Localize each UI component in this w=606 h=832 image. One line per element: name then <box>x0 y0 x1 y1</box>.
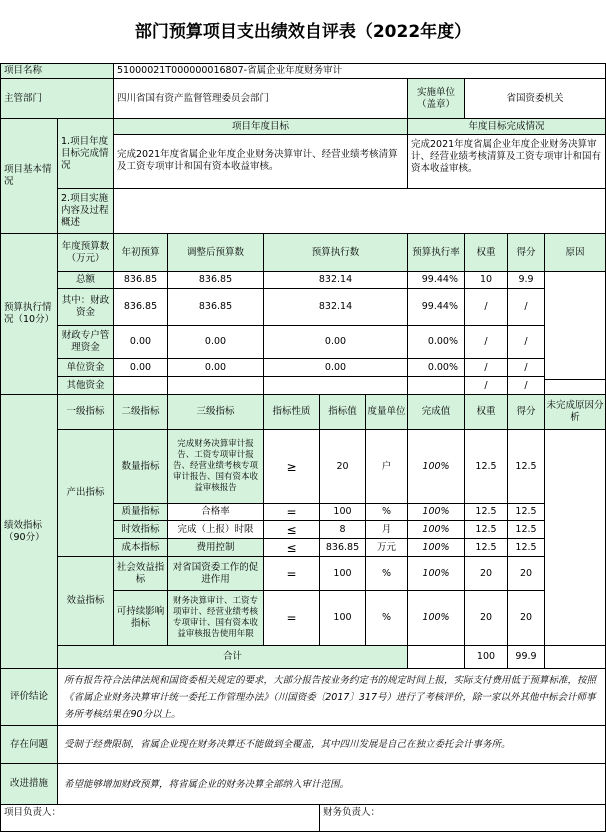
budget-header-adjusted: 调整后预算数 <box>168 234 264 272</box>
process-content <box>114 189 606 234</box>
budget-header-initial: 年初预算 <box>114 234 168 272</box>
budget-row-initial: 836.85 <box>114 289 168 326</box>
budget-row-name: 总额 <box>58 272 114 289</box>
perf-row-unit: % <box>366 591 408 646</box>
perf-row-unit: 户 <box>366 430 408 504</box>
perf-row-nature: = <box>264 504 320 521</box>
process-label: 2.项目实施内容及过程概述 <box>58 189 114 234</box>
budget-row-rate: 0.00% <box>408 326 465 359</box>
perf-row-done: 100% <box>408 504 465 521</box>
budget-row-weight: / <box>465 377 508 395</box>
dept-label: 主管部门 <box>1 79 114 119</box>
conclusion-label: 评价结论 <box>1 669 58 726</box>
perf-row-score: 12.5 <box>508 521 545 539</box>
evaluation-table <box>0 63 606 832</box>
perf-total-reason <box>545 646 606 669</box>
conclusion-text: 所有报告符合法律法规和国资委相关规定的要求，大部分报告按业务约定书的规定时间上报，实际支付费用低于预算标准，按照《省属企业财务决算审计统一委托工作管理办法》（川国资委〔2017〕317号）进行了考核评价，除一家以外其他中标会计师事务所考核结果在90分以上。 <box>58 669 606 726</box>
footer-project-lead: 项目负责人： <box>1 805 320 832</box>
measures-text: 希望能够增加财政预算，将省属企业的财务决算全部纳入审计范围。 <box>58 764 606 805</box>
dept-value: 四川省国有资产监督管理委员会部门 <box>114 79 408 119</box>
budget-row-adjusted: 836.85 <box>168 289 264 326</box>
budget-row-name: 其他资金 <box>58 377 114 395</box>
perf-row-score: 20 <box>508 591 545 646</box>
perf-header-nature: 指标性质 <box>264 395 320 430</box>
budget-row-score: 9.9 <box>508 272 545 289</box>
perf-total-label: 合计 <box>58 646 408 669</box>
budget-reason-tail <box>545 380 606 395</box>
budget-row-score: / <box>508 359 545 377</box>
perf-row-l2: 数量指标 <box>114 430 168 504</box>
perf-row-l3: 对省国资委工作的促进作用 <box>168 557 264 591</box>
impl-label: 实施单位（盖章） <box>408 79 465 119</box>
perf-row-l3: 完成（上报）时限 <box>168 521 264 539</box>
perf-header-l2: 二级指标 <box>114 395 168 430</box>
problems-text: 受制于经费限制，省属企业现在财务决算还不能做到全覆盖，其中四川发展是自己在独立委托会计事务所。 <box>58 726 606 764</box>
perf-header-weight: 权重 <box>465 395 508 430</box>
budget-row-executed: 0.00 <box>264 326 408 359</box>
impl-value: 省国资委机关 <box>465 79 606 119</box>
budget-row-initial <box>114 377 168 395</box>
perf-header-l3: 三级指标 <box>168 395 264 430</box>
perf-row-l3: 费用控制 <box>168 539 264 557</box>
perf-row-done: 100% <box>408 591 465 646</box>
perf-row-nature: = <box>264 557 320 591</box>
basic-info-label: 项目基本情况 <box>1 119 58 234</box>
page-title: 部门预算项目支出绩效自评表（2022年度） <box>134 22 472 42</box>
perf-row-l3: 合格率 <box>168 504 264 521</box>
budget-row-name: 单位资金 <box>58 359 114 377</box>
perf-header-reason: 未完成原因分析 <box>545 395 606 430</box>
perf-row-done: 100% <box>408 539 465 557</box>
problems-label: 存在问题 <box>1 726 58 764</box>
perf-row-weight: 20 <box>465 557 508 591</box>
perf-row-l2: 可持续影响指标 <box>114 591 168 646</box>
perf-row-weight: 12.5 <box>465 430 508 504</box>
done-col-header: 年度目标完成情况 <box>408 119 606 135</box>
budget-reason-cell <box>545 272 606 380</box>
budget-header-year: 年度预算数（万元） <box>58 234 114 272</box>
perf-row-value: 100 <box>320 591 366 646</box>
perf-row-l2: 社会效益指标 <box>114 557 168 591</box>
footer-finance-lead: 财务负责人： <box>320 805 606 832</box>
perf-header-score: 得分 <box>508 395 545 430</box>
perf-row-nature: ≤ <box>264 521 320 539</box>
budget-row-weight: / <box>465 289 508 326</box>
perf-row-score: 12.5 <box>508 430 545 504</box>
budget-row-adjusted: 836.85 <box>168 272 264 289</box>
perf-row-unit: % <box>366 557 408 591</box>
perf-row-l3: 财务决算审计、工资专项审计、经营业绩考核专项审计、国有资本收益审核报告使用年限 <box>168 591 264 646</box>
perf-row-nature: ≤ <box>264 539 320 557</box>
budget-row-executed: 832.14 <box>264 272 408 289</box>
perf-row-value: 20 <box>320 430 366 504</box>
budget-row-weight: 10 <box>465 272 508 289</box>
budget-row-name: 财政专户管理资金 <box>58 326 114 359</box>
perf-row-done: 100% <box>408 557 465 591</box>
budget-row-executed: 0.00 <box>264 359 408 377</box>
perf-row-nature: = <box>264 591 320 646</box>
perf-row-done: 100% <box>408 521 465 539</box>
measures-label: 改进措施 <box>1 764 58 805</box>
perf-row-unit: % <box>366 504 408 521</box>
perf-total-score: 99.9 <box>508 646 545 669</box>
budget-row-name: 其中：财政资金 <box>58 289 114 326</box>
budget-row-initial: 0.00 <box>114 359 168 377</box>
budget-row-adjusted: 0.00 <box>168 359 264 377</box>
budget-row-weight: / <box>465 359 508 377</box>
perf-reason-cell <box>545 430 606 646</box>
budget-label: 预算执行情况（10分） <box>1 234 58 395</box>
budget-row-rate: 99.44% <box>408 272 465 289</box>
perf-l1-output: 产出指标 <box>58 430 114 557</box>
perf-row-unit: 月 <box>366 521 408 539</box>
perf-row-score: 20 <box>508 557 545 591</box>
perf-header-l1: 一级指标 <box>58 395 114 430</box>
budget-row-rate: 99.44% <box>408 289 465 326</box>
budget-row-initial: 836.85 <box>114 272 168 289</box>
perf-total-weight: 100 <box>465 646 508 669</box>
goal-text: 完成2021年度省属企业年度企业财务决算审计、经营业绩考核清算及工资专项审计和国有资本收益审核。 <box>114 135 408 189</box>
budget-header-reason: 原因 <box>545 234 606 272</box>
perf-row-value: 8 <box>320 521 366 539</box>
perf-row-weight: 20 <box>465 591 508 646</box>
budget-header-score: 得分 <box>508 234 545 272</box>
perf-row-score: 12.5 <box>508 539 545 557</box>
budget-row-rate <box>408 377 465 395</box>
budget-row-rate: 0.00% <box>408 359 465 377</box>
perf-row-weight: 12.5 <box>465 539 508 557</box>
budget-row-initial: 0.00 <box>114 326 168 359</box>
done-text: 完成2021年度省属企业年度企业财务决算审计、经营业绩考核清算及工资专项审计和国有资本收益审核。 <box>408 135 606 189</box>
perf-row-weight: 12.5 <box>465 504 508 521</box>
perf-row-l2: 成本指标 <box>114 539 168 557</box>
perf-row-weight: 12.5 <box>465 521 508 539</box>
budget-row-score: / <box>508 377 545 395</box>
perf-label: 绩效指标（90分） <box>1 395 58 669</box>
budget-row-executed <box>264 377 408 395</box>
perf-row-value: 100 <box>320 504 366 521</box>
budget-row-score: / <box>508 289 545 326</box>
perf-l1-benefit: 效益指标 <box>58 557 114 646</box>
perf-row-value: 100 <box>320 557 366 591</box>
budget-row-score: / <box>508 326 545 359</box>
perf-row-score: 12.5 <box>508 504 545 521</box>
budget-row-weight: / <box>465 326 508 359</box>
perf-row-unit: 万元 <box>366 539 408 557</box>
goal-label: 1.项目年度目标完成情况 <box>58 119 114 189</box>
budget-header-weight: 权重 <box>465 234 508 272</box>
perf-header-value: 指标值 <box>320 395 366 430</box>
project-name-value: 51000021T000000016807-省属企业年度财务审计 <box>114 64 606 79</box>
perf-header-unit: 度量单位 <box>366 395 408 430</box>
perf-row-l2: 质量指标 <box>114 504 168 521</box>
budget-row-adjusted: 0.00 <box>168 326 264 359</box>
project-name-label: 项目名称 <box>1 64 114 79</box>
perf-row-done: 100% <box>408 430 465 504</box>
budget-row-executed: 832.14 <box>264 289 408 326</box>
perf-total-blank <box>408 646 465 669</box>
perf-row-value: 836.85 <box>320 539 366 557</box>
goal-col-header: 项目年度目标 <box>114 119 408 135</box>
budget-header-executed: 预算执行数 <box>264 234 408 272</box>
perf-row-l2: 时效指标 <box>114 521 168 539</box>
budget-header-rate: 预算执行率 <box>408 234 465 272</box>
perf-row-nature: ≥ <box>264 430 320 504</box>
budget-row-adjusted <box>168 377 264 395</box>
perf-row-l3: 完成财务决算审计报告、工资专项审计报告、经营业绩考核专项审计报告、国有资本收益审核报告 <box>168 430 264 504</box>
perf-header-done: 完成值 <box>408 395 465 430</box>
